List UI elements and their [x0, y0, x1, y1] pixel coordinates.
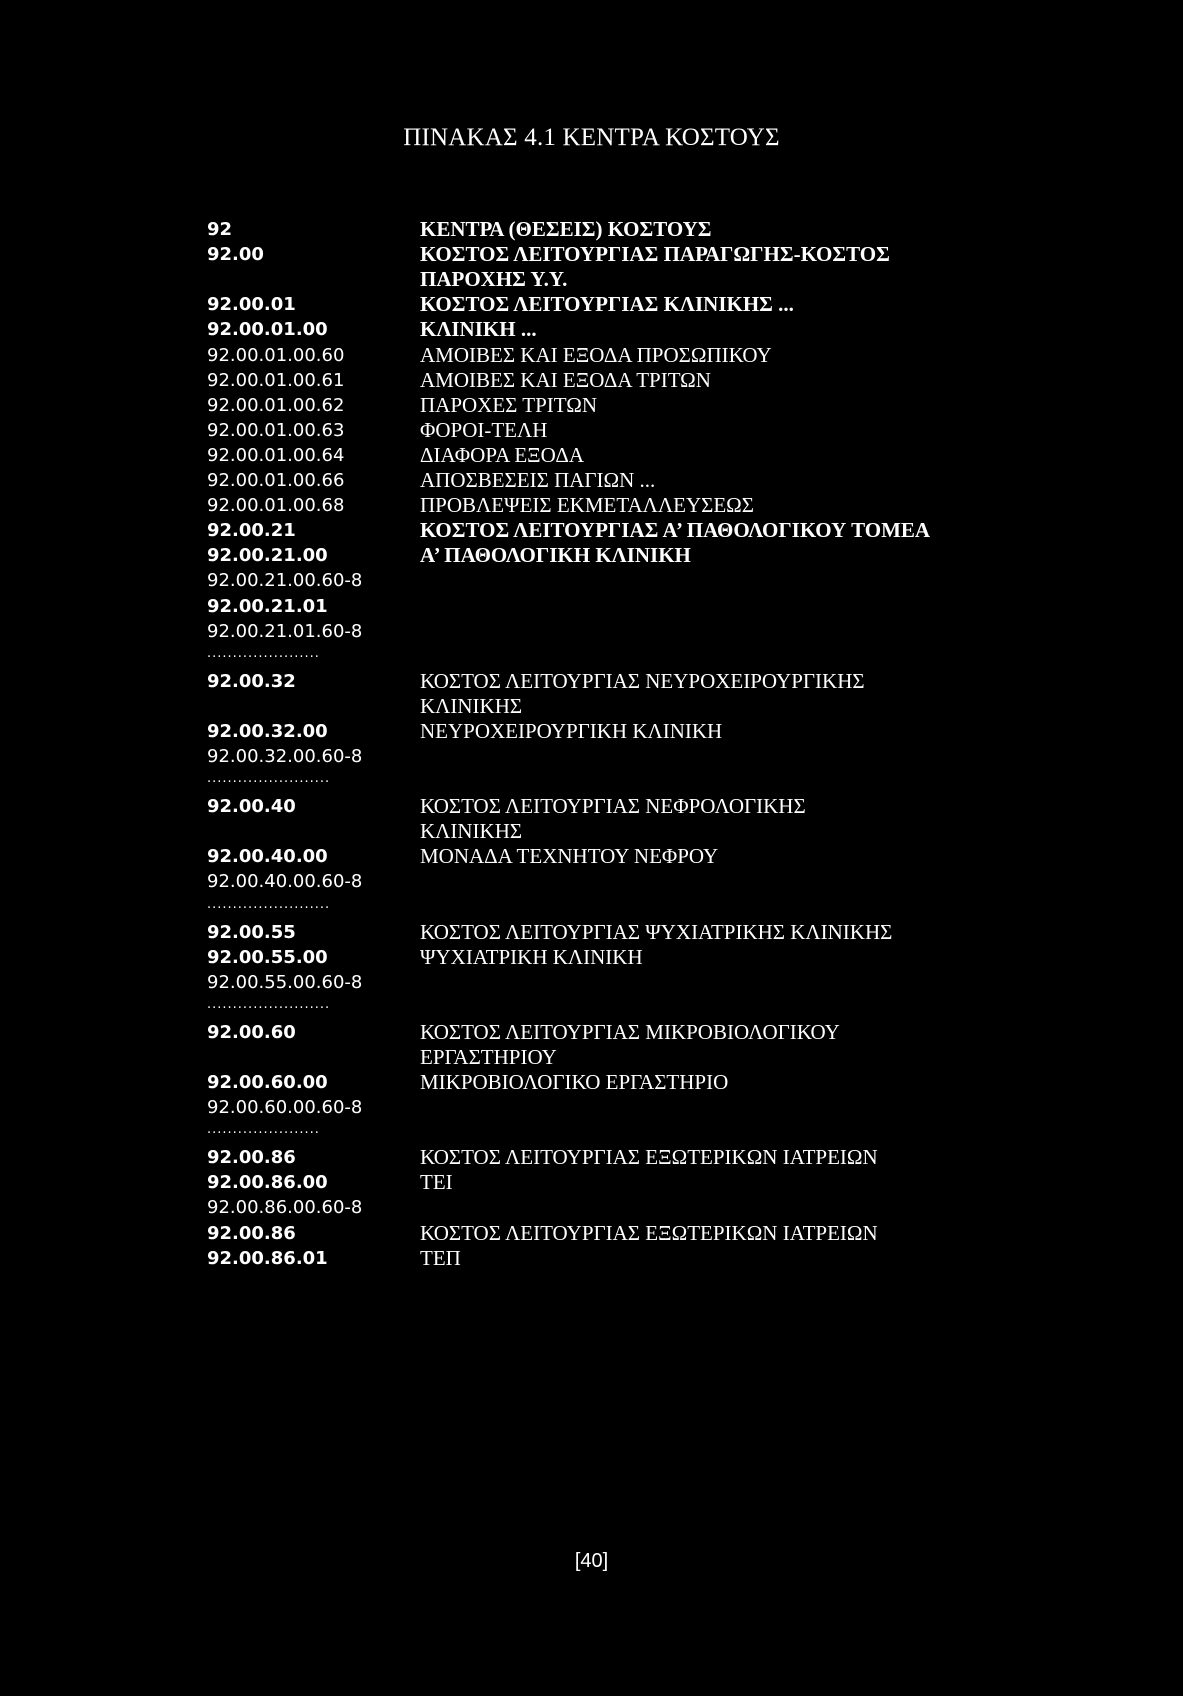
- table-row: [0, 793, 1183, 820]
- cost-center-code: 92: [207, 219, 233, 240]
- table-row: [0, 944, 1183, 971]
- cost-center-code: 92.00.01.00.61: [207, 370, 345, 391]
- separator-row: [0, 994, 1183, 1021]
- cost-center-code: 92.00.01.00.60: [207, 345, 345, 366]
- cost-center-code: 92.00.01: [207, 294, 296, 315]
- cost-center-description: ΕΡΓΑΣΤΗΡΙΟΥ: [420, 1045, 557, 1069]
- cost-center-code: 92.00.86.01: [207, 1248, 328, 1269]
- table-row: [0, 567, 1183, 594]
- table-row: [0, 1144, 1183, 1171]
- cost-center-description: ΜΟΝΑΔΑ ΤΕΧΝΗΤΟΥ ΝΕΦΡΟΥ: [420, 844, 719, 868]
- cost-center-code: 92.00.86: [207, 1223, 296, 1244]
- table-row: [0, 1169, 1183, 1196]
- cost-center-description: ΚΟΣΤΟΣ ΛΕΙΤΟΥΡΓΙΑΣ ΕΞΩΤΕΡΙΚΩΝ ΙΑΤΡΕΙΩΝ: [420, 1221, 878, 1245]
- dotted-separator: ......................: [207, 1122, 320, 1137]
- cost-center-code: 92.00.21.00.60-8: [207, 570, 363, 591]
- separator-row: [0, 768, 1183, 795]
- cost-center-code: 92.00.01.00: [207, 319, 328, 340]
- cost-center-code: 92.00.21.01.60-8: [207, 621, 363, 642]
- cost-center-description: ΔΙΑΦΟΡΑ ΕΞΟΔΑ: [420, 443, 584, 467]
- table-row: [0, 1094, 1183, 1121]
- table-row: [0, 743, 1183, 770]
- cost-center-code: 92.00.60.00: [207, 1072, 328, 1093]
- cost-center-code: 92.00.55.00.60-8: [207, 972, 363, 993]
- cost-center-code: 92.00.21: [207, 520, 296, 541]
- table-row: [0, 1044, 1183, 1071]
- table-row: [0, 718, 1183, 745]
- cost-center-description: ΨΥΧΙΑΤΡΙΚΗ ΚΛΙΝΙΚΗ: [420, 945, 643, 969]
- cost-center-description: ΚΟΣΤΟΣ ΛΕΙΤΟΥΡΓΙΑΣ ΚΛΙΝΙΚΗΣ ...: [420, 292, 794, 316]
- dotted-separator: ........................: [207, 897, 331, 912]
- cost-center-code: 92.00.01.00.63: [207, 420, 345, 441]
- table-row: [0, 593, 1183, 620]
- cost-center-description: ΦΟΡΟΙ-ΤΕΛΗ: [420, 418, 548, 442]
- cost-center-code: 92.00.21.01: [207, 596, 328, 617]
- cost-center-description: ΚΛΙΝΙΚΗΣ: [420, 694, 523, 718]
- cost-center-code: 92.00.21.00: [207, 545, 328, 566]
- cost-center-code: 92.00.01.00.64: [207, 445, 345, 466]
- table-row: [0, 266, 1183, 293]
- cost-center-code: 92.00.40.00.60-8: [207, 871, 363, 892]
- cost-center-code: 92.00.32: [207, 671, 296, 692]
- table-row: [0, 291, 1183, 318]
- table-row: [0, 342, 1183, 369]
- table-row: [0, 216, 1183, 243]
- cost-center-description: ΚΟΣΤΟΣ ΛΕΙΤΟΥΡΓΙΑΣ ΕΞΩΤΕΡΙΚΩΝ ΙΑΤΡΕΙΩΝ: [420, 1145, 878, 1169]
- cost-center-code: 92.00.86: [207, 1147, 296, 1168]
- cost-center-code: 92.00.55: [207, 922, 296, 943]
- dotted-separator: ......................: [207, 646, 320, 661]
- cost-center-description: ΚΕΝΤΡΑ (ΘΕΣΕΙΣ) ΚΟΣΤΟΥΣ: [420, 217, 712, 241]
- dotted-separator: ........................: [207, 997, 331, 1012]
- table-row: [0, 818, 1183, 845]
- cost-center-code: 92.00.60.00.60-8: [207, 1097, 363, 1118]
- table-row: [0, 919, 1183, 946]
- table-row: [0, 668, 1183, 695]
- table-row: [0, 492, 1183, 519]
- page-number: [40]: [574, 1550, 609, 1572]
- cost-center-description: ΚΛΙΝΙΚΗ ...: [420, 317, 537, 341]
- cost-center-description: ΤΕΙ: [420, 1170, 453, 1194]
- cost-center-code: 92.00.01.00.62: [207, 395, 345, 416]
- cost-center-description: ΠΑΡΟΧΗΣ Υ.Υ.: [420, 267, 568, 291]
- cost-center-description: ΚΟΣΤΟΣ ΛΕΙΤΟΥΡΓΙΑΣ ΝΕΥΡΟΧΕΙΡΟΥΡΓΙΚΗΣ: [420, 669, 865, 693]
- separator-row: [0, 643, 1183, 670]
- table-row: [0, 868, 1183, 895]
- table-row: [0, 467, 1183, 494]
- table-row: [0, 1019, 1183, 1046]
- cost-center-description: ΜΙΚΡΟΒΙΟΛΟΓΙΚΟ ΕΡΓΑΣΤΗΡΙΟ: [420, 1070, 729, 1094]
- table-row: [0, 241, 1183, 268]
- cost-center-code: 92.00.60: [207, 1022, 296, 1043]
- cost-center-code: 92.00.40.00: [207, 846, 328, 867]
- cost-center-description: ΚΟΣΤΟΣ ΛΕΙΤΟΥΡΓΙΑΣ ΠΑΡΑΓΩΓΗΣ-ΚΟΣΤΟΣ: [420, 242, 890, 266]
- cost-center-description: ΚΟΣΤΟΣ ΛΕΙΤΟΥΡΓΙΑΣ Α’ ΠΑΘΟΛΟΓΙΚΟΥ ΤΟΜΕΑ: [420, 518, 931, 542]
- table-row: [0, 618, 1183, 645]
- cost-center-description: ΠΡΟΒΛΕΨΕΙΣ ΕΚΜΕΤΑΛΛΕΥΣΕΩΣ: [420, 493, 754, 517]
- table-row: [0, 969, 1183, 996]
- table-row: [0, 843, 1183, 870]
- table-row: [0, 316, 1183, 343]
- dotted-separator: ........................: [207, 771, 331, 786]
- cost-center-code: 92.00: [207, 244, 264, 265]
- cost-center-code: 92.00.40: [207, 796, 296, 817]
- table-row: [0, 542, 1183, 569]
- cost-center-description: Α’ ΠΑΘΟΛΟΓΙΚΗ ΚΛΙΝΙΚΗ: [420, 543, 691, 567]
- page-title: ΠΙΝΑΚΑΣ 4.1 ΚΕΝΤΡΑ ΚΟΣΤΟΥΣ: [403, 124, 780, 151]
- cost-center-code: 92.00.32.00.60-8: [207, 746, 363, 767]
- cost-center-description: ΚΟΣΤΟΣ ΛΕΙΤΟΥΡΓΙΑΣ ΝΕΦΡΟΛΟΓΙΚΗΣ: [420, 794, 806, 818]
- cost-center-code: 92.00.55.00: [207, 947, 328, 968]
- table-row: [0, 517, 1183, 544]
- cost-center-code: 92.00.01.00.66: [207, 470, 345, 491]
- table-row: [0, 417, 1183, 444]
- cost-center-code: 92.00.86.00.60-8: [207, 1197, 363, 1218]
- cost-center-description: ΠΑΡΟΧΕΣ ΤΡΙΤΩΝ: [420, 393, 597, 417]
- table-row: [0, 693, 1183, 720]
- cost-center-description: ΑΜΟΙΒΕΣ ΚΑΙ ΕΞΟΔΑ ΠΡΟΣΩΠΙΚΟΥ: [420, 343, 772, 367]
- cost-center-description: ΤΕΠ: [420, 1246, 461, 1270]
- cost-center-description: ΚΟΣΤΟΣ ΛΕΙΤΟΥΡΓΙΑΣ ΜΙΚΡΟΒΙΟΛΟΓΙΚΟΥ: [420, 1020, 840, 1044]
- cost-center-code: 92.00.01.00.68: [207, 495, 345, 516]
- cost-center-description: ΑΜΟΙΒΕΣ ΚΑΙ ΕΞΟΔΑ ΤΡΙΤΩΝ: [420, 368, 711, 392]
- table-row: [0, 392, 1183, 419]
- cost-center-code: 92.00.86.00: [207, 1172, 328, 1193]
- table-row: [0, 1069, 1183, 1096]
- table-row: [0, 367, 1183, 394]
- separator-row: [0, 894, 1183, 921]
- cost-center-description: ΚΟΣΤΟΣ ΛΕΙΤΟΥΡΓΙΑΣ ΨΥΧΙΑΤΡΙΚΗΣ ΚΛΙΝΙΚΗΣ: [420, 920, 893, 944]
- separator-row: [0, 1119, 1183, 1146]
- cost-center-code: 92.00.32.00: [207, 721, 328, 742]
- table-row: [0, 1245, 1183, 1272]
- cost-center-description: ΝΕΥΡΟΧΕΙΡΟΥΡΓΙΚΗ ΚΛΙΝΙΚΗ: [420, 719, 723, 743]
- cost-center-description: ΑΠΟΣΒΕΣΕΙΣ ΠΑΓΙΩΝ ...: [420, 468, 656, 492]
- cost-center-description: ΚΛΙΝΙΚΗΣ: [420, 819, 523, 843]
- table-row: [0, 442, 1183, 469]
- table-row: [0, 1194, 1183, 1221]
- table-row: [0, 1220, 1183, 1247]
